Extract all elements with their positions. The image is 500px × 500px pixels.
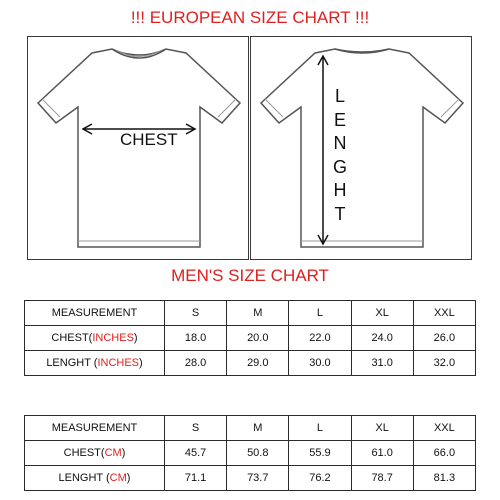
header-cell: M	[227, 416, 289, 441]
table-cell: 29.0	[227, 351, 289, 376]
table-row	[25, 441, 476, 466]
header-cell: XXL	[413, 301, 475, 326]
table-cell: 73.7	[227, 466, 289, 491]
table-cell: 32.0	[413, 351, 475, 376]
mens-size-title: MEN'S SIZE CHART	[171, 266, 329, 285]
row-label: CHEST(INCHES)	[25, 326, 165, 351]
row-label: CHEST(CM)	[25, 441, 165, 466]
page-title: !!! EUROPEAN SIZE CHART !!!	[130, 8, 370, 27]
chest-label: CHEST	[120, 130, 178, 149]
size-table-inches	[24, 300, 476, 376]
length-letter: T	[334, 203, 346, 224]
table-cell: 55.9	[289, 441, 351, 466]
length-letter: H	[333, 180, 347, 200]
table-row	[25, 466, 476, 491]
header-cell: MEASUREMENT	[25, 416, 165, 441]
row-label: LENGHT (CM)	[25, 466, 165, 491]
table-cell: 81.3	[413, 466, 475, 491]
length-label	[329, 85, 351, 226]
header-cell: L	[289, 301, 351, 326]
table-cell: 28.0	[165, 351, 227, 376]
table-cell: 45.7	[165, 441, 227, 466]
table-cell: 76.2	[289, 466, 351, 491]
length-letter: L	[334, 86, 345, 106]
table-cell: 50.8	[227, 441, 289, 466]
header-cell: L	[289, 416, 351, 441]
length-letter: E	[333, 109, 346, 130]
header-cell: XL	[351, 416, 413, 441]
length-letter: G	[332, 156, 347, 177]
table-cell: 30.0	[289, 351, 351, 376]
header-cell: MEASUREMENT	[25, 301, 165, 326]
header-cell: XXL	[413, 416, 475, 441]
table-header-row	[25, 416, 476, 441]
header-cell: S	[165, 301, 227, 326]
length-letter: N	[333, 133, 347, 153]
table-row	[25, 326, 476, 351]
size-table-cm	[24, 415, 476, 491]
table-header-row	[25, 301, 476, 326]
table-cell: 66.0	[413, 441, 475, 466]
tshirt-front-panel	[27, 36, 249, 260]
table-cell: 18.0	[165, 326, 227, 351]
header-cell: M	[227, 301, 289, 326]
header-cell: XL	[351, 301, 413, 326]
header-cell: S	[165, 416, 227, 441]
table-cell: 31.0	[351, 351, 413, 376]
table-cell: 71.1	[165, 466, 227, 491]
tshirt-back-drawing	[251, 37, 473, 261]
row-label: LENGHT (INCHES)	[25, 351, 165, 376]
table-cell: 61.0	[351, 441, 413, 466]
table-cell: 20.0	[227, 326, 289, 351]
tshirt-back-outline	[261, 49, 463, 247]
tshirt-back-panel	[250, 36, 472, 260]
table-cell: 22.0	[289, 326, 351, 351]
table-cell: 78.7	[351, 466, 413, 491]
table-row	[25, 351, 476, 376]
table-cell: 24.0	[351, 326, 413, 351]
table-cell: 26.0	[413, 326, 475, 351]
